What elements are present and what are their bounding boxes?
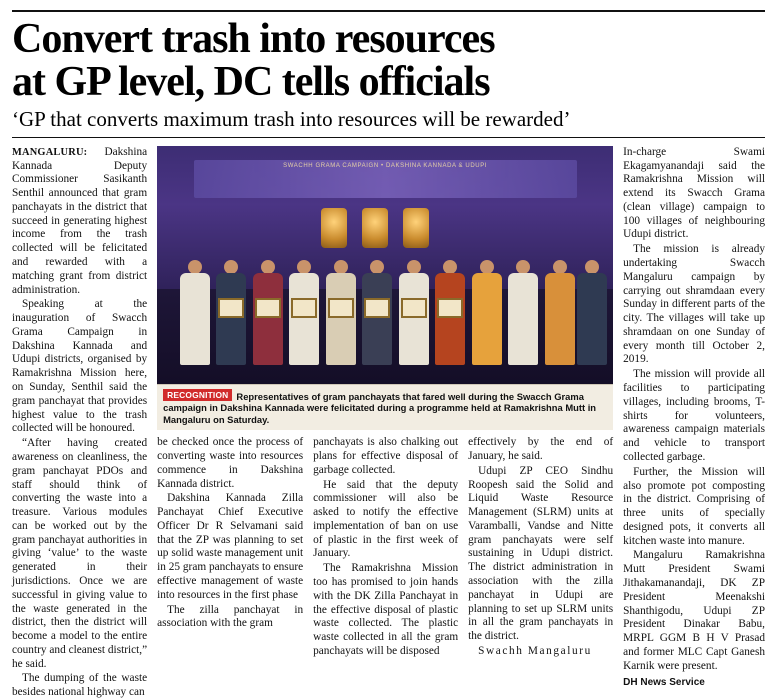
article-column-1 xyxy=(12,146,147,700)
top-divider xyxy=(12,10,765,12)
person xyxy=(216,260,246,365)
person xyxy=(253,260,283,365)
paragraph: The Ramakrishna Mission too has promised to join hands with the DK Zilla Panchayat in the effective disposal of plastic waste collected. The plastic waste collected in all the gram panchayats will be disposed xyxy=(313,562,459,657)
person xyxy=(326,260,356,365)
dateline: MANGALURU: xyxy=(12,146,88,158)
caption-text: Representatives of gram panchayats that fared well during the Swacch Grama campaign in Dakshina Kannada were felicitated during a programme held at Ramakrishna Mutt in Mangaluru on Saturday. xyxy=(163,390,597,425)
article-column-2 xyxy=(157,436,303,659)
paragraph: The dumping of the waste besides national highway can xyxy=(12,672,148,699)
paragraph: Dakshina Kannada Zilla Panchayat Chief Executive Officer Dr R Selvamani said that the ZP was planning to set up solid waste management unit in 25 gram panchayats to ensure effective management of waste into resources in the first phase xyxy=(157,492,304,601)
paragraph: Speaking at the inauguration of Swacch Grama Campaign in Dakshina Kannada and Udupi districts, organised by Ramakrishna Mission here, on Sunday, Senthil said the gram panchayat that provides highest value to the trash collected will be honoured. xyxy=(12,298,148,435)
person xyxy=(180,260,210,365)
paragraph: “After having created awareness on cleanliness, the gram panchayat PDOs and staff should think of converting the waste into a treasure. Various modules can be worked out by the gram panchayat authorities in giving ‘value’ to the waste generated in their jurisdictions. Once we are successful in giving value to the waste generated in the district, then the district will become a model to the entire country and cleanest district,” he said. xyxy=(12,437,148,670)
lede-paragraph xyxy=(12,146,147,298)
headline-line-2: at GP level, DC tells officials xyxy=(12,58,490,105)
paragraph: be checked once the process of converting waste into resources commence in Dakshina Kannada district. xyxy=(157,436,304,490)
article-center-block xyxy=(157,146,613,659)
photo-caption xyxy=(157,384,613,430)
lede-text: Dakshina Kannada Deputy Commissioner Sasikanth Senthil announced that gram panchayats in the district that succeed in generating highest income from the trash collected will be felicitated and rewarded with a matching grant from district administration. xyxy=(12,145,148,296)
person xyxy=(399,260,429,365)
paragraph: The mission is already undertaking Swacch Mangaluru campaign by carrying out shramdaan every Sunday in different parts of the city. The villages will take up shramdaan on one Sunday of every month till October 2, 2019. xyxy=(623,243,765,366)
paragraph: effectively by the end of January, he said. xyxy=(468,436,614,462)
paragraph: In-charge Swami Ekagamyanandaji said the Ramakrishna Mission will extend its Swacch Grama (clean village) campaign to 100 villages of neighbouring Udupi district. xyxy=(623,145,765,241)
paragraph: Further, the Mission will also promote pot composting in the district. Comprising of three units of specially designed pots, it converts all kitchen waste into manure. xyxy=(623,465,765,547)
byline: DH News Service xyxy=(623,677,705,689)
person xyxy=(545,260,575,365)
paragraph: panchayats is also chalking out plans for effective disposal of garbage collected. xyxy=(313,436,459,476)
person xyxy=(577,260,607,365)
center-columns xyxy=(157,436,613,659)
lamp-icon xyxy=(362,208,388,248)
paragraph: Udupi ZP CEO Sindhu Roopesh said the Solid and Liquid Waste Resource Management (SLRM) units at Varamballi, Vandse and Nitte gram panchayats were self sustaining in Udupi district. The district administration in association with the zilla panchayat in Udupi are planning to set up SLRM units in all the gram panchayats in the district. xyxy=(468,464,614,643)
article-column-5 xyxy=(623,146,765,690)
page-title xyxy=(12,18,765,104)
person xyxy=(508,260,538,365)
person xyxy=(435,260,465,365)
article-column-3 xyxy=(313,436,458,659)
paragraph: The zilla panchayat in association with the gram xyxy=(157,603,304,630)
person xyxy=(472,260,502,365)
paragraph: The mission will provide all facilities to participating villages, including brooms, T-shirts for volunteers, awareness campaign materials and vehicle to transport collected garbage. xyxy=(623,368,765,463)
photo-block xyxy=(157,146,613,430)
stage-banner xyxy=(194,160,577,198)
event-photo xyxy=(157,146,613,384)
article-body xyxy=(12,146,765,700)
paragraph: Swachh Mangaluru xyxy=(478,644,592,657)
subheadline-divider xyxy=(12,137,765,138)
banner-text: SWACHH GRAMA CAMPAIGN • DAKSHINA KANNADA & UDUPI xyxy=(283,163,488,170)
lamp-icon xyxy=(403,208,429,248)
person xyxy=(362,260,392,365)
headline-line-1: Convert trash into resources xyxy=(12,16,495,62)
subheadline: ‘GP that converts maximum trash into resources will be rewarded’ xyxy=(12,106,571,131)
lamp-icon xyxy=(321,208,347,248)
person xyxy=(289,260,319,365)
article-column-4 xyxy=(468,436,613,659)
paragraph: He said that the deputy commissioner will also be asked to notify the effective implementation of ban on use of plastic in the first week of January. xyxy=(313,478,459,560)
caption-tag: RECOGNITION xyxy=(163,389,232,401)
paragraph: Mangaluru Ramakrishna Mutt President Swami Jithakamanandaji, DK ZP President Meenakshi Shanthigodu, Udupi ZP President Dinakar Babu, MRPL GGM B H V Prasad and former MLC Capt Ganesh Karnik were present. xyxy=(623,549,765,672)
